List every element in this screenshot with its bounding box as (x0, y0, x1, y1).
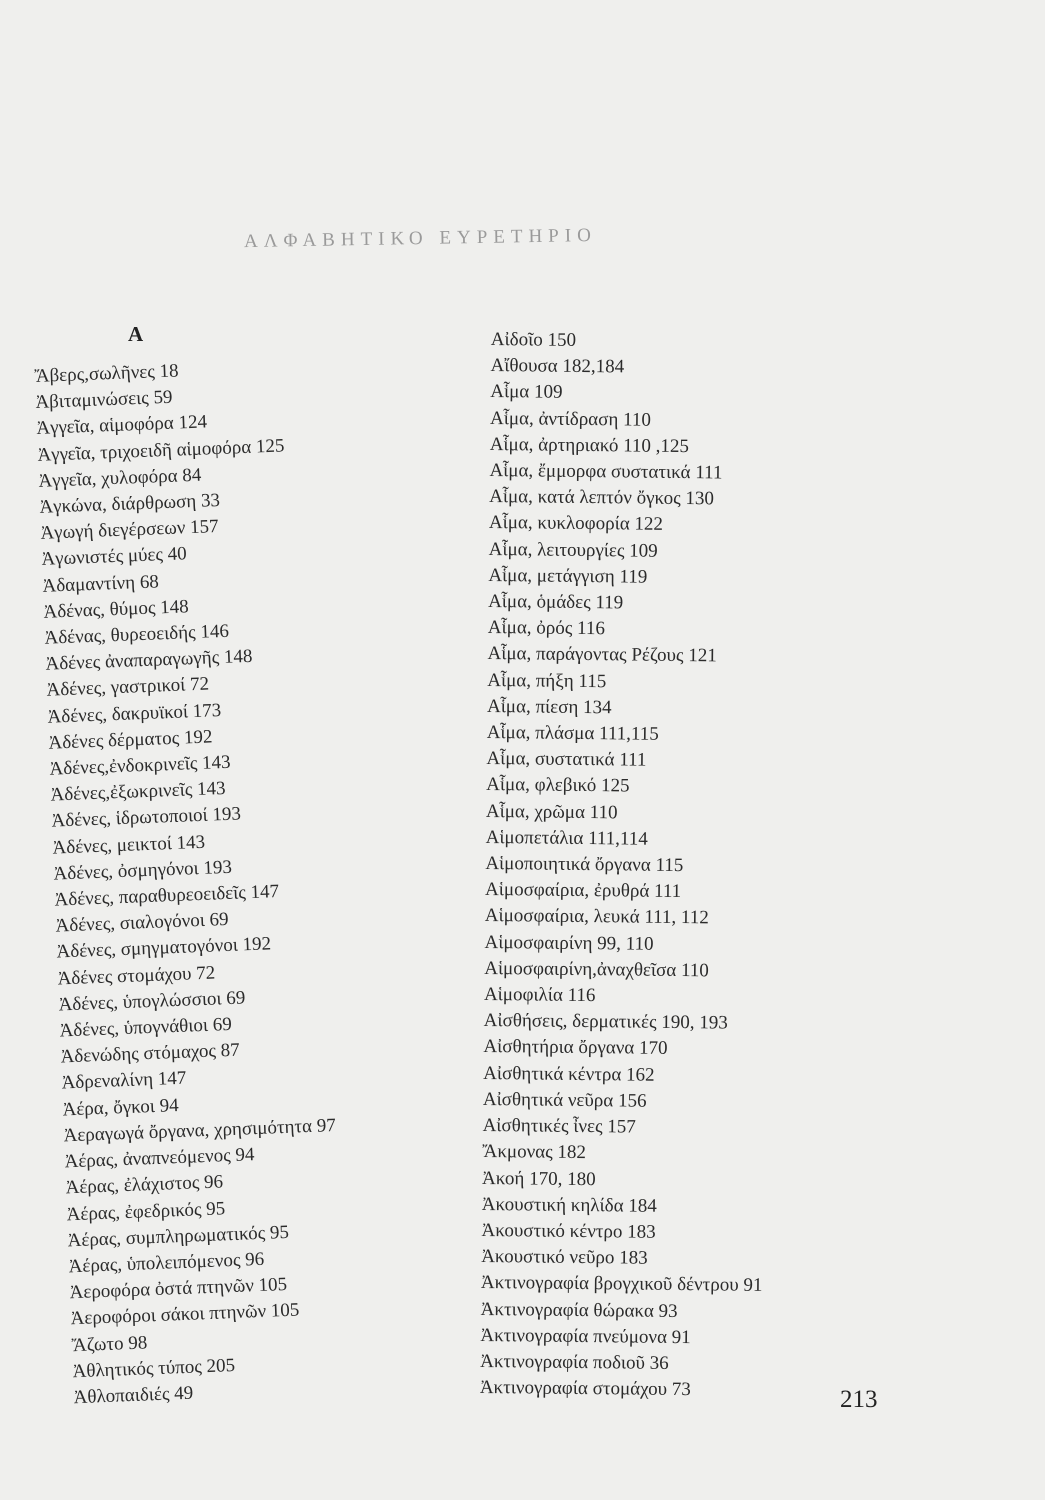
index-entry: Ἀέρας, συμπληρωματικός 95 (67, 1221, 290, 1252)
page-title: ΑΛΦΑΒΗΤΙΚΟ ΕΥΡΕΤΗΡΙΟ (243, 224, 598, 253)
page-number: 213 (840, 1386, 878, 1413)
index-entry: Αἷμα, χρῶμα 110 (485, 800, 618, 824)
index-entry: Ἀδένες ἀναπαραγωγῆς 148 (45, 646, 253, 676)
index-entry: Αἷμα, φλεβικό 125 (486, 774, 630, 797)
index-entry: Αἷμα, πίεση 134 (486, 695, 612, 719)
index-entry: Αἴθουσα 182,184 (490, 355, 625, 378)
index-entry: Ἀδένες, σιαλογόνοι 69 (55, 909, 230, 937)
index-entry: Αἷμα, λειτουργίες 109 (488, 538, 658, 562)
index-entry: Ἄζωτο 98 (71, 1331, 148, 1356)
index-entry: Ἀδαμαντίνη 68 (42, 571, 160, 597)
index-entry: Αἰσθητικά κέντρα 162 (483, 1062, 655, 1086)
index-entry: Ἀδένες, ὑπογνάθιοι 69 (59, 1013, 233, 1042)
index-entry: Ἀκτινογραφία ποδιοῦ 36 (480, 1350, 669, 1374)
index-entry: Ἀδένας, θύμος 148 (43, 596, 190, 623)
index-entry: Αἱμοσφαίρια, ἐρυθρά 111 (484, 879, 682, 903)
index-entry: Ἀθλοπαιδιές 49 (73, 1382, 194, 1409)
index-entry: Ἀγωνιστές μύες 40 (41, 543, 188, 571)
index-entry: Αἱμοφιλία 116 (483, 984, 596, 1007)
index-entry: Αἷμα, ἀρτηριακό 110 ,125 (489, 433, 690, 457)
index-entry: Αἷμα, μετάγγιση 119 (488, 564, 648, 588)
index-entry: Ἀδένες, ὑπογλώσσιοι 69 (58, 987, 246, 1016)
index-entry: Αἰσθητικές ἶνες 157 (482, 1115, 636, 1138)
index-entry: Αἷμα, πήξη 115 (487, 669, 607, 692)
index-entry: Ἀκουστικό νεῦρο 183 (481, 1246, 648, 1269)
index-entry: Αἷμα, κατά λεπτόν ὄγκος 130 (489, 486, 715, 510)
index-entry: Αἷμα, ἔμμορφα συστατικά 111 (489, 460, 723, 484)
index-entry: Αἷμα, ὁμάδες 119 (488, 591, 624, 614)
index-entry: Αἱμοσφαίρια, λευκά 111, 112 (484, 905, 709, 929)
index-entry: Ἀκουστικό κέντρο 183 (481, 1219, 656, 1243)
index-entry: Ἀγωγή διεγέρσεων 157 (40, 516, 219, 545)
index-entry: Ἀδρεναλίνη 147 (61, 1068, 187, 1094)
index-entry: Ἀδένες, ἱδρωτοποιοί 193 (51, 803, 242, 833)
index-entry: Ἀδένες, παραθυρεοειδεῖς 147 (54, 881, 280, 911)
index-entry: Ἀγγεῖα, χυλοφόρα 84 (38, 464, 202, 492)
index-entry: Ἀκουστική κηλίδα 184 (481, 1193, 657, 1217)
index-entry: Ἀκοή 170, 180 (481, 1167, 596, 1190)
index-entry: Αἷμα, παράγοντας Ρέζους 121 (487, 643, 717, 667)
index-entry: Ἀδένες, σμηγματογόνοι 192 (56, 933, 272, 964)
index-entry: Ἄκμονας 182 (482, 1141, 587, 1164)
index-entry: Αἰσθήσεις, δερματικές 190, 193 (483, 1010, 728, 1034)
index-entry: Ἀέρας, ἐφεδρικός 95 (66, 1197, 226, 1225)
index-entry: Ἀθλητικός τύπος 205 (72, 1354, 236, 1382)
index-entry: Ἀέρα, ὄγκοι 94 (62, 1094, 180, 1121)
index-entry: Ἀδένες δέρματος 192 (48, 726, 213, 754)
index-entry: Αἷμα, ἀντίδραση 110 (489, 407, 652, 431)
index-entry: Ἀδένες, ὀσμηγόνοι 193 (53, 856, 233, 885)
index-entry: Αἱμοσφαιρίνη,ἀναχθεῖσα 110 (484, 957, 709, 982)
index-entry: Ἀδένες στομάχου 72 (57, 962, 216, 990)
index-entry: Αἷμα, συστατικά 111 (486, 748, 647, 771)
index-entry: Αἷμα 109 (490, 381, 563, 404)
index-entry: Αἰσθητήρια ὄργανα 170 (483, 1036, 668, 1060)
index-entry: Αἱμοπετάλια 111,114 (485, 826, 648, 850)
index-entry: Ἀδένες, μεικτοί 143 (52, 831, 206, 859)
index-entry: Ἀδένες, δακρυϊκοί 173 (47, 699, 222, 728)
index-entry: Ἀδένας, θυρεοειδής 146 (44, 620, 230, 649)
index-entry: Ἄβερς,σωλῆνες 18 (34, 360, 179, 387)
index-entry: Ἀβιταμινώσεις 59 (35, 386, 173, 414)
index-entry: Ἀγγεῖα, τριχοειδῆ αἱμοφόρα 125 (37, 435, 285, 466)
index-entry: Ἀδένες,ἐνδοκρινεῖς 143 (49, 751, 231, 780)
index-entry: Ἀγκώνα, διάρθρωση 33 (39, 489, 221, 518)
index-entry: Ἀέρας, ἀναπνεόμενος 94 (64, 1144, 255, 1173)
index-entry: Αἷμα, ὀρός 116 (487, 617, 605, 640)
index-entry: Ἀκτινογραφία θώρακα 93 (480, 1298, 678, 1322)
index-entry: Ἀδένες, γαστρικοί 72 (46, 673, 210, 702)
section-letter: Α (128, 322, 144, 346)
index-entry: Ἀδένες,ἐξωκρινεῖς 143 (50, 778, 226, 806)
index-entry: Ἀκτινογραφία βρογχικοῦ δέντρου 91 (480, 1272, 763, 1297)
index-entry: Αἱμοποιητικά ὄργανα 115 (485, 853, 684, 877)
index-entry: Αἱμοσφαιρίνη 99, 110 (484, 931, 654, 955)
index-entry: Ἀδενώδης στόμαχος 87 (60, 1039, 241, 1068)
index-entry: Ἀεραγωγά ὄργανα, χρησιμότητα 97 (63, 1114, 337, 1147)
index-entry: Αἷμα, κυκλοφορία 122 (488, 512, 664, 536)
index-entry: Αἰσθητικά νεῦρα 156 (482, 1088, 647, 1112)
index-entry: Ἀκτινογραφία στομάχου 73 (479, 1377, 691, 1401)
index-entry: Ἀγγεῖα, αἱμοφόρα 124 (36, 411, 208, 440)
index-entry: Ἀέρας, ὑπολειπόμενος 96 (68, 1248, 265, 1278)
index-entry: Ἀεροφόροι σάκοι πτηνῶν 105 (70, 1299, 300, 1330)
index-entry: Ἀέρας, ἐλάχιστος 96 (65, 1171, 224, 1199)
index-entry: Αἰδοῖο 150 (490, 328, 577, 351)
index-entry: Ἀκτινογραφία πνεύμονα 91 (480, 1324, 691, 1348)
index-entry: Ἀεροφόρα ὀστά πτηνῶν 105 (69, 1274, 288, 1304)
index-column-left (34, 354, 346, 1412)
index-entry: Αἷμα, πλάσμα 111,115 (486, 722, 659, 745)
index-column-right (480, 327, 773, 1404)
